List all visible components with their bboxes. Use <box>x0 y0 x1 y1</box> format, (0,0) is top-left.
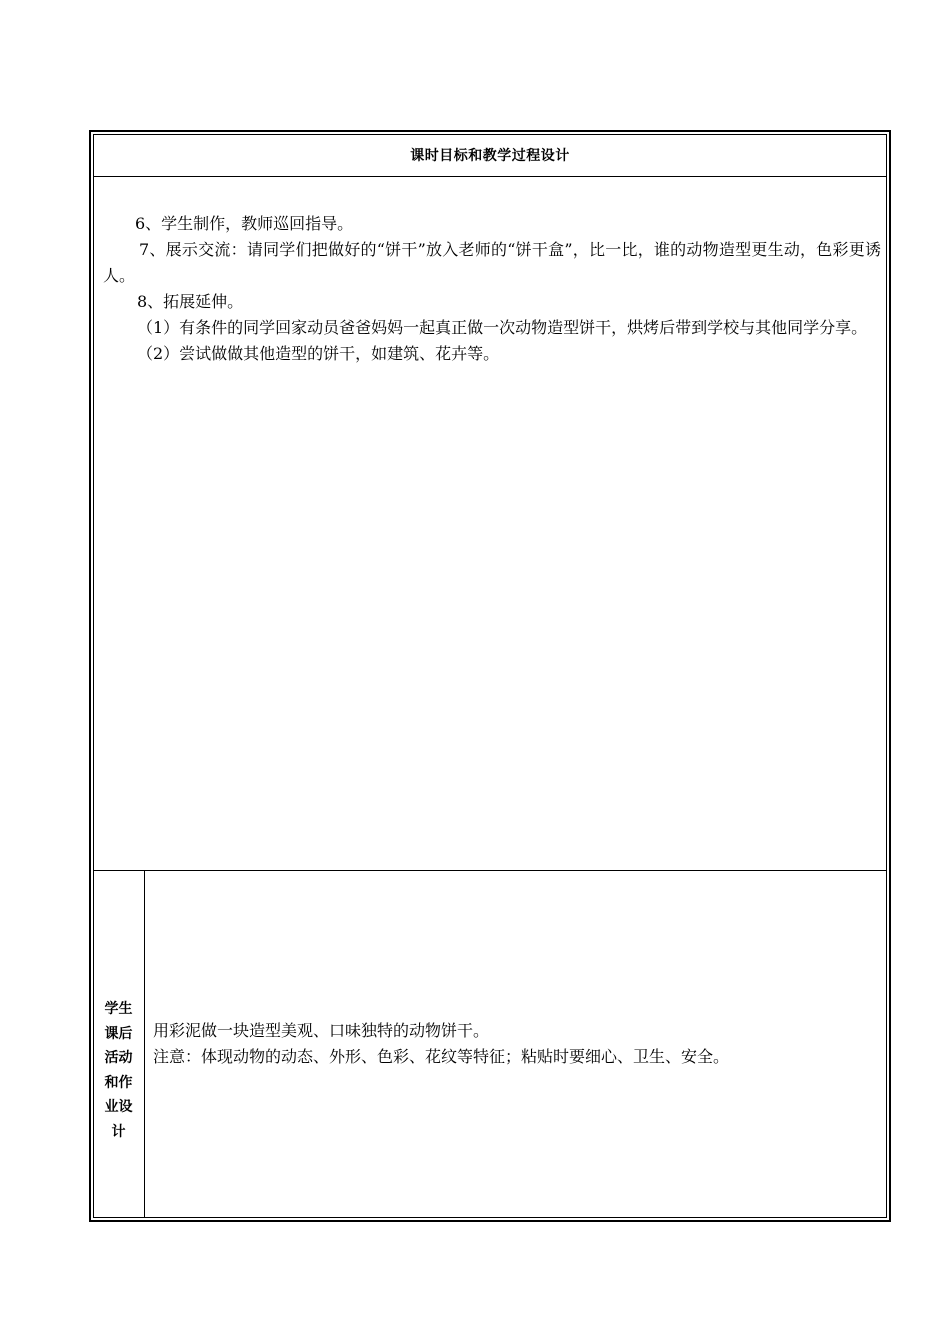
homework-label-cell <box>93 871 145 1218</box>
homework-label: 学生课后活动和作业设计 <box>104 1001 133 1140</box>
homework-task: 用彩泥做一块造型美观、口味独特的动物饼干。 <box>153 1021 490 1040</box>
homework-content <box>153 1018 879 1070</box>
table-header-title: 课时目标和教学过程设计 <box>410 148 570 164</box>
teaching-process-text <box>103 211 881 367</box>
process-step-6: 6、学生制作，教师巡回指导。 <box>135 214 354 233</box>
process-extension-1: （1）有条件的同学回家动员爸爸妈妈一起真正做一次动物造型饼干，烘烤后带到学校与其他同学分享。 <box>137 318 868 337</box>
process-step-7: 7、展示交流：请同学们把做好的“饼干”放入老师的“饼干盒”，比一比，谁的动物造型更生动，色彩更诱人。 <box>103 240 881 285</box>
process-step-8: 8、拓展延伸。 <box>137 292 244 311</box>
teaching-process-cell <box>93 177 887 871</box>
table-header-row <box>93 134 887 177</box>
process-extension-2: （2）尝试做做其他造型的饼干，如建筑、花卉等。 <box>137 344 500 363</box>
homework-note: 注意：体现动物的动态、外形、色彩、花纹等特征；粘贴时要细心、卫生、安全。 <box>153 1047 730 1066</box>
